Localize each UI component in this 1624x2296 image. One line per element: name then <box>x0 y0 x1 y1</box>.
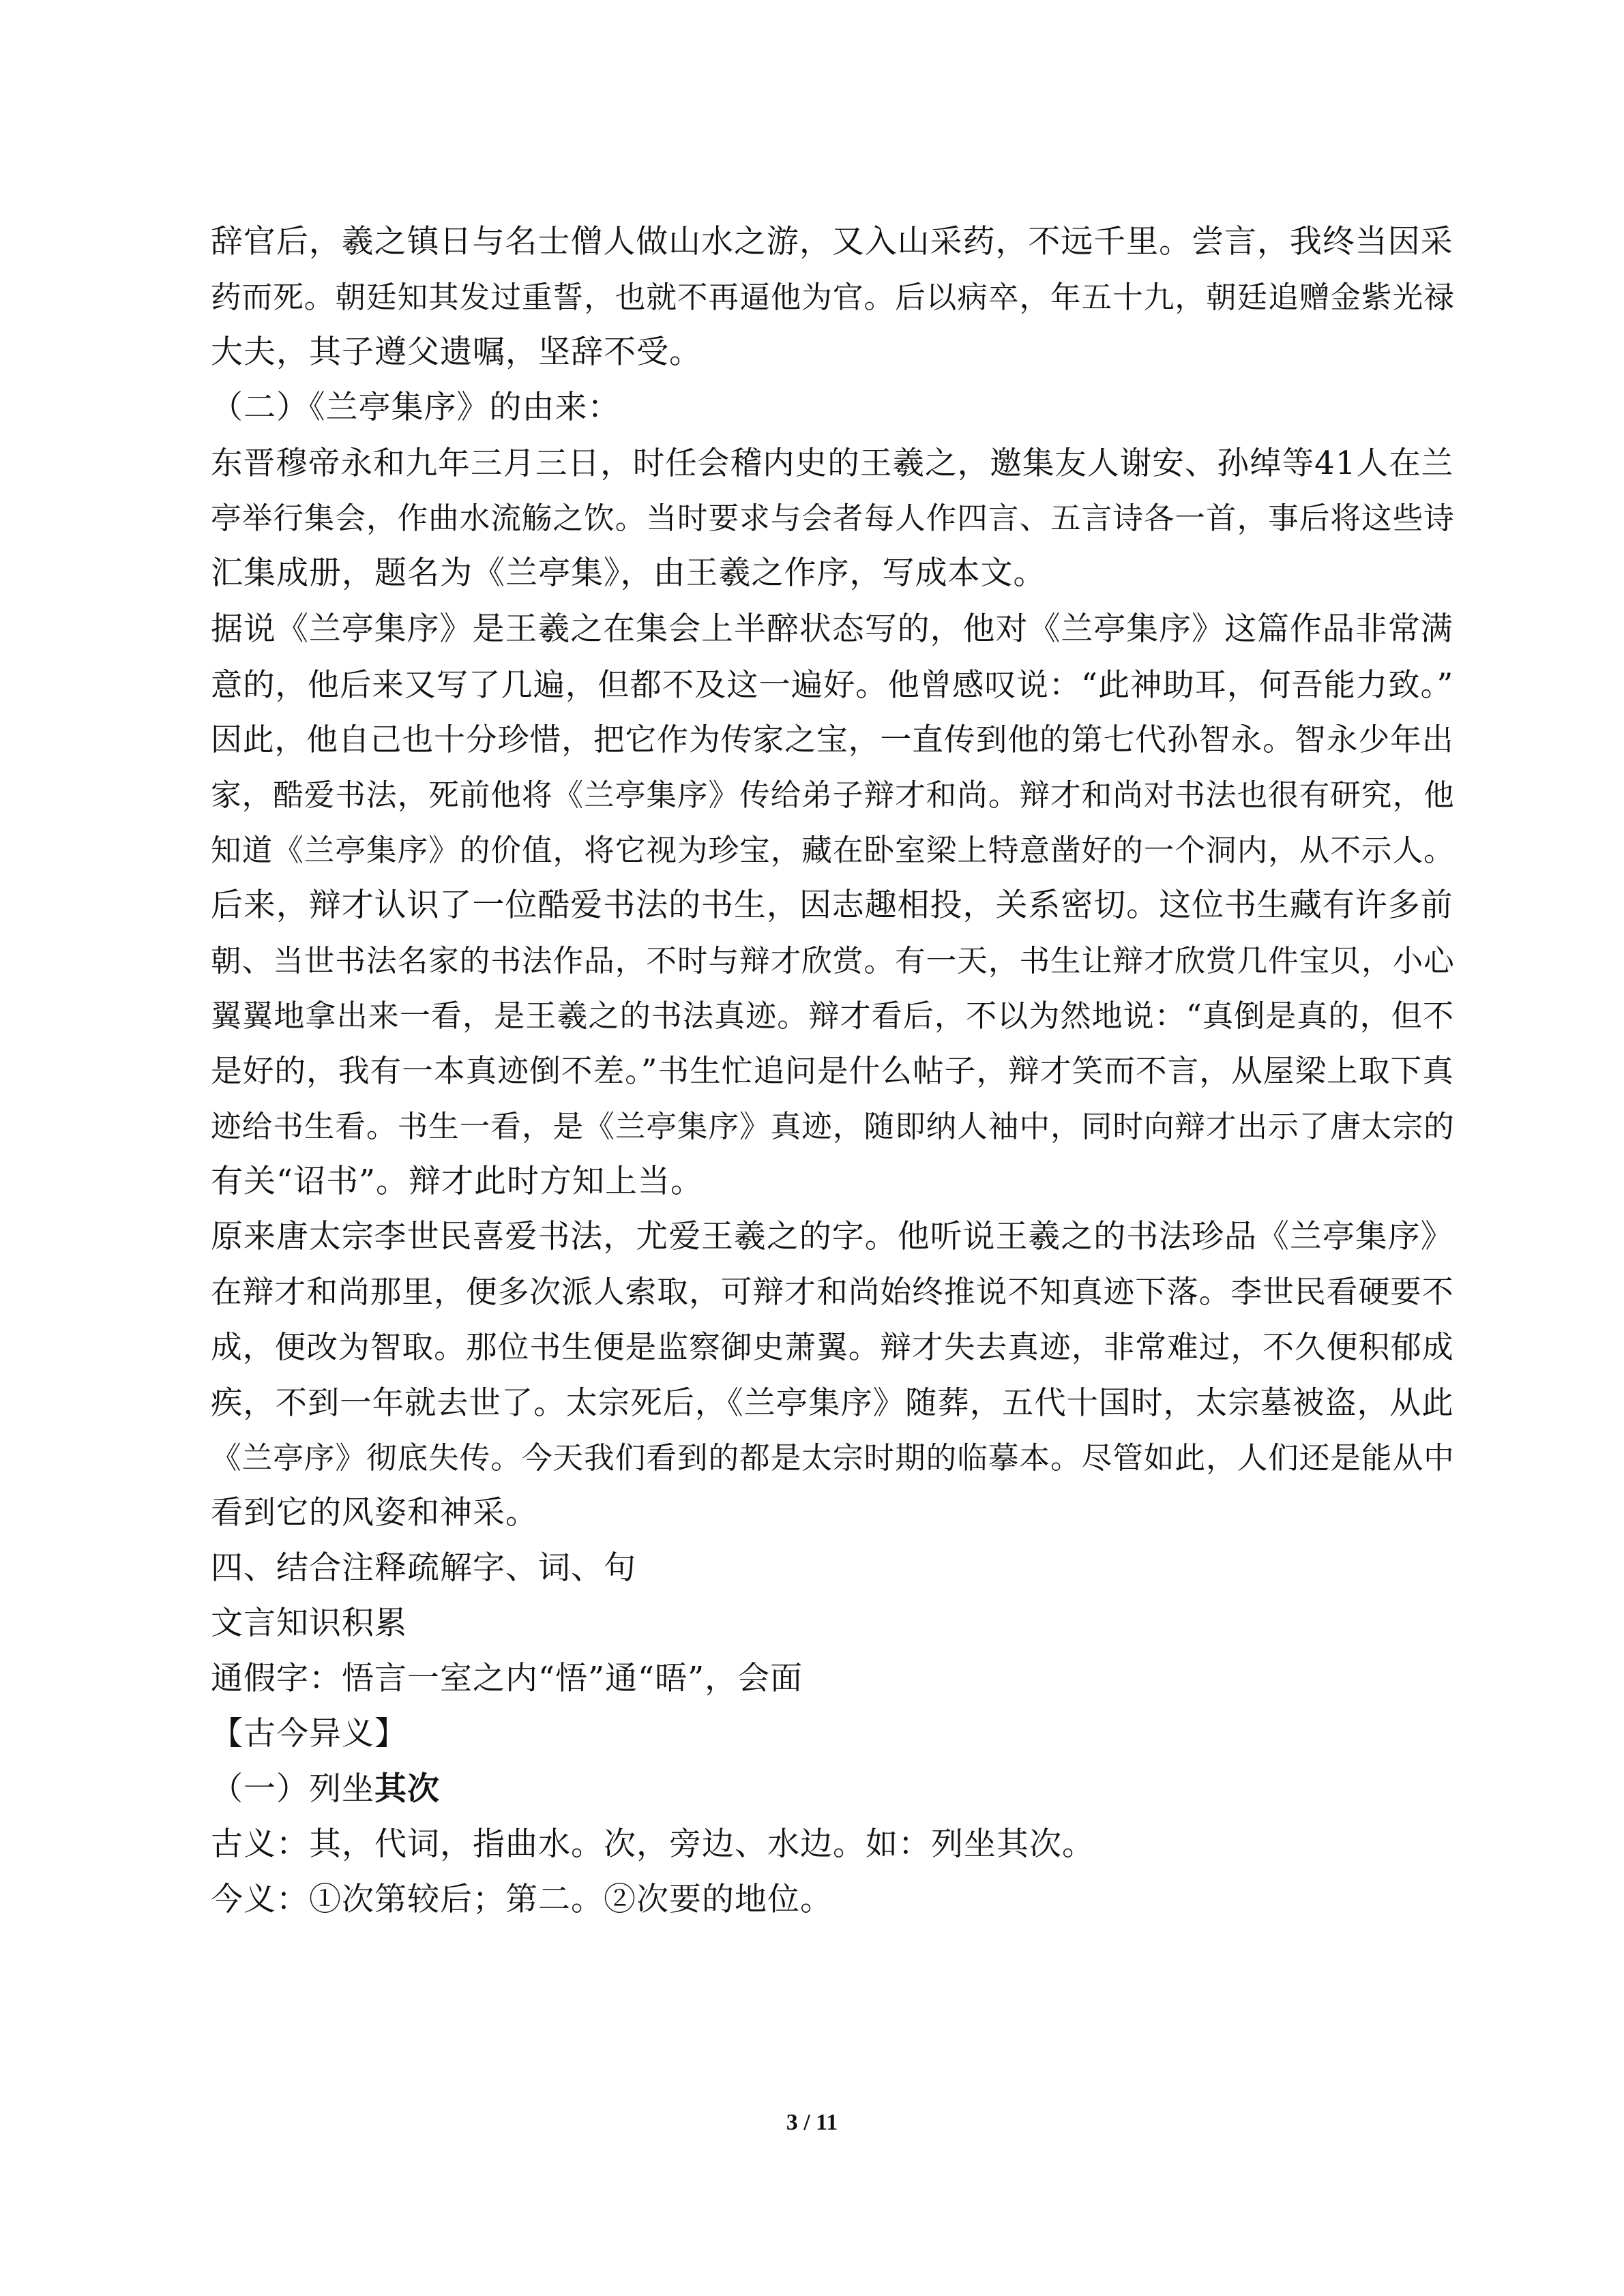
p1-line-3: 大夫，其子遵父遗嘱，坚辞不受。 <box>211 333 702 371</box>
tongjiazi-note: 通假字：悟言一室之内“悟”通“晤”，会面 <box>211 1660 803 1697</box>
p5-line-6: 看到它的风姿和神采。 <box>211 1494 538 1532</box>
section-heading-origin: （二）《兰亭集序》的由来： <box>211 389 621 426</box>
gujin-item-1-keyword: 其次 <box>374 1770 440 1808</box>
section-4-subheading: 文言知识积累 <box>211 1605 407 1642</box>
p4-line-1: 后来，辩才认识了一位酷爱书法的书生，因志趣相投，关系密切。这位书生藏有许多前 <box>211 886 1453 924</box>
gujin-item-1-prefix: （一）列坐 <box>211 1770 374 1808</box>
section-4-heading: 四、结合注释疏解字、词、句 <box>211 1549 636 1587</box>
page-number: 3 / 11 <box>786 2110 838 2135</box>
modern-meaning: 今义：①次第较后；第二。②次要的地位。 <box>211 1881 833 1918</box>
p1-line-2: 药而死。朝廷知其发过重誓，也就不再逼他为官。后以病卒，年五十九，朝廷追赠金紫光禄 <box>211 280 1455 315</box>
p5-line-2: 在辩才和尚那里，便多次派人索取，可辩才和尚始终推说不知真迹下落。李世民看硬要不 <box>211 1274 1454 1310</box>
p5-line-5: 《兰亭序》彻底失传。今天我们看到的都是太宗时期的临摹本。尽管如此，人们还是能从中 <box>211 1440 1455 1476</box>
gujin-item-1 <box>211 1769 440 1810</box>
p4-line-3: 翼翼地拿出来一看，是王羲之的书法真迹。辩才看后，不以为然地说：“真倒是真的，但不 <box>211 998 1454 1034</box>
p2-line-1: 东晋穆帝永和九年三月三日，时任会稽内史的王羲之，邀集友人谢安、孙绰等41人在兰 <box>211 445 1454 481</box>
gujin-yiyi-heading: 【古今异义】 <box>211 1715 407 1753</box>
p4-line-4: 是好的，我有一本真迹倒不差。”书生忙追问是什么帖子，辩才笑而不言，从屋梁上取下真 <box>211 1053 1454 1089</box>
p3-line-4: 家，酷爱书法，死前他将《兰亭集序》传给弟子辩才和尚。辩才和尚对书法也很有研究，他 <box>211 777 1455 813</box>
p1-line-1: 辞官后，羲之镇日与名士僧人做山水之游，又入山采药，不远千里。尝言，我终当因采 <box>211 223 1453 260</box>
p5-line-1: 原来唐太宗李世民喜爱书法，尤爱王羲之的字。他听说王羲之的书法珍品《兰亭集序》 <box>211 1218 1453 1255</box>
p5-line-3: 成，便改为智取。那位书生便是监察御史萧翼。辩才失去真迹，非常难过，不久便积郁成 <box>211 1329 1454 1365</box>
p2-line-2: 亭举行集会，作曲水流觞之饮。当时要求与会者每人作四言、五言诗各一首，事后将这些诗 <box>211 501 1455 536</box>
p4-line-5: 迹给书生看。书生一看，是《兰亭集序》真迹，随即纳人袖中，同时向辩才出示了唐太宗的 <box>211 1109 1455 1144</box>
p3-line-1: 据说《兰亭集序》是王羲之在集会上半醉状态写的，他对《兰亭集序》这篇作品非常满 <box>211 610 1453 648</box>
ancient-meaning: 古义：其，代词，指曲水。次，旁边、水边。如：列坐其次。 <box>211 1825 1095 1863</box>
p3-line-5: 知道《兰亭集序》的价值，将它视为珍宝，藏在卧室梁上特意凿好的一个洞内，从不示人。 <box>211 833 1455 868</box>
p5-line-4: 疾，不到一年就去世了。太宗死后，《兰亭集序》随葬，五代十国时，太宗墓被盗，从此 <box>211 1384 1454 1421</box>
p2-line-3: 汇集成册，题名为《兰亭集》，由王羲之作序，写成本文。 <box>211 554 1046 592</box>
p3-line-2: 意的，他后来又写了几遍，但都不及这一遍好。他曾感叹说：“此神助耳，何吾能力致。” <box>211 666 1454 703</box>
p3-line-3: 因此，他自己也十分珍惜，把它作为传家之宝，一直传到他的第七代孙智永。智永少年出 <box>211 721 1454 758</box>
p4-line-6: 有关“诏书”。辩才此时方知上当。 <box>211 1163 704 1200</box>
p4-line-2: 朝、当世书法名家的书法作品，不时与辩才欣赏。有一天，书生让辩才欣赏几件宝贝，小心 <box>211 943 1455 979</box>
